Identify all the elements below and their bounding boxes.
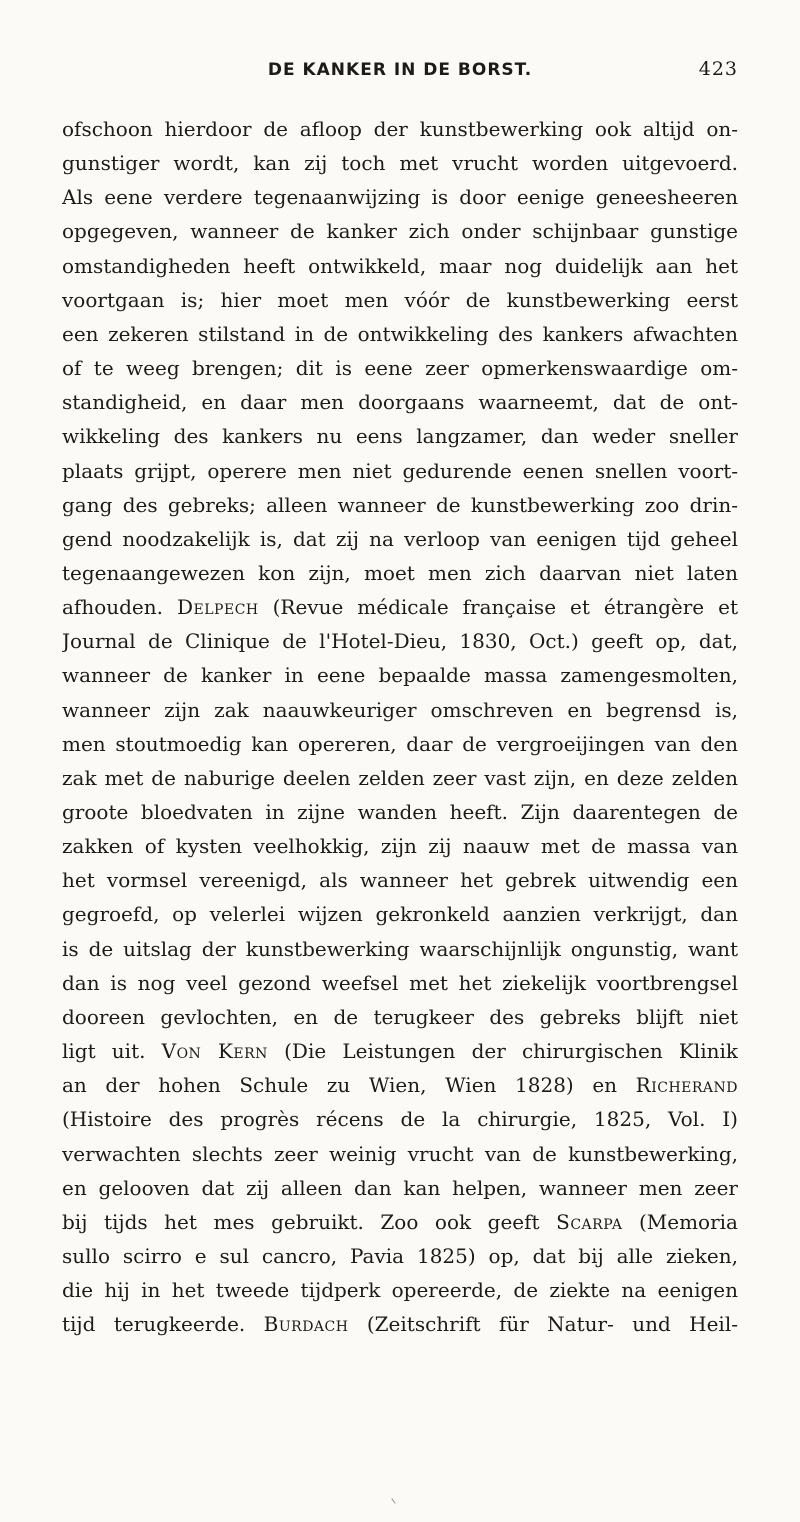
author-name: Richerand: [635, 1073, 738, 1098]
text-line: opgegeven, wanneer de kanker zich onder schijnbaar gunstige: [62, 219, 738, 244]
text-segment: an der hohen Schule zu Wien, Wien 1828) en: [62, 1073, 636, 1098]
text-line: gegroefd, op velerlei wijzen gekronkeld aanzien verkrijgt, dan: [62, 902, 738, 927]
text-line: voortgaan is; hier moet men vóór de kunstbewerking eerst: [62, 287, 738, 312]
text-line: Journal de Clinique de l'Hotel-Dieu, 1830, Oct.) geeft op, dat,: [62, 629, 738, 654]
author-name: Von Kern: [161, 1039, 268, 1064]
text-line: standigheid, en daar men doorgaans waarneemt, dat de ont-: [62, 390, 738, 415]
author-name: Delpech: [177, 595, 259, 620]
text-line: Als eene verdere tegenaanwijzing is door eenige geneesheeren: [62, 185, 738, 210]
text-line: of te weeg brengen; dit is eene zeer opmerkenswaardige om-: [62, 356, 738, 381]
text-segment: afhouden.: [62, 595, 177, 620]
text-line: gend noodzakelijk is, dat zij na verloop van eenigen tijd geheel: [62, 526, 738, 551]
text-line: gunstiger wordt, kan zij toch met vrucht worden uitgevoerd.: [62, 151, 738, 176]
author-name: Burdach: [263, 1312, 349, 1337]
text-segment: (Revue médicale française et étrangère et: [258, 595, 738, 620]
text-line: ofschoon hierdoor de afloop der kunstbewerking ook altijd on-: [62, 117, 738, 141]
text-line: [62, 591, 738, 623]
text-line: wikkeling des kankers nu eens langzamer, dan weder sneller: [62, 424, 738, 449]
text-line: sullo scirro e sul cancro, Pavia 1825) op, dat bij alle zieken,: [62, 1243, 738, 1268]
text-line: dooreen gevlochten, en de terugkeer des gebreks blijft niet: [62, 1004, 738, 1029]
text-segment: (Zeitschrift für Natur- und Heil-: [348, 1312, 738, 1337]
text-line: verwachten slechts zeer weinig vrucht van de kunstbewerking,: [62, 1141, 738, 1166]
text-line: plaats grijpt, operere men niet gedurende eenen snellen voort-: [62, 458, 738, 483]
text-line: zak met de naburige deelen zelden zeer vast zijn, en deze zelden: [62, 765, 738, 790]
running-title: DE KANKER IN DE BORST.: [267, 60, 533, 80]
text-line: men stoutmoedig kan opereren, daar de vergroeijingen van den: [62, 731, 738, 756]
text-line: die hij in het tweede tijdperk opereerde, de ziekte na eenigen: [62, 1278, 738, 1303]
text-line: wanneer zijn zak naauwkeuriger omschreven en begrensd is,: [62, 697, 738, 722]
text-line: (Histoire des progrès récens de la chirurgie, 1825, Vol. I): [62, 1107, 738, 1132]
text-line: gang des gebreks; alleen wanneer de kunstbewerking zoo drin-: [62, 492, 738, 517]
text-line: [62, 1308, 738, 1340]
text-line: en gelooven dat zij alleen dan kan helpen, wanneer men zeer: [62, 1175, 738, 1200]
text-segment: (Die Leistungen der chirurgischen Klinik: [267, 1039, 738, 1064]
text-line: zakken of kysten veelhokkig, zijn zij naauw met de massa van: [62, 834, 738, 859]
text-segment: tijd terugkeerde.: [62, 1312, 264, 1337]
text-line: [62, 1035, 738, 1067]
text-line: groote bloedvaten in zijne wanden heeft. Zijn daarentegen de: [62, 800, 738, 824]
text-segment: ligt uit.: [62, 1039, 162, 1064]
text-line: een zekeren stilstand in de ontwikkeling des kankers afwachten: [62, 321, 738, 346]
text-segment: bij tijds het mes gebruikt. Zoo ook geeft: [62, 1209, 557, 1234]
text-line: omstandigheden heeft ontwikkeld, maar nog duidelijk aan het: [62, 253, 738, 278]
text-line: [62, 1069, 738, 1101]
page-number: 423: [698, 58, 738, 80]
text-segment: (Memoria: [622, 1209, 738, 1234]
text-line: [62, 1206, 738, 1238]
text-line: wanneer de kanker in eene bepaalde massa zamengesmolten,: [62, 663, 738, 688]
author-name: Scarpa: [556, 1209, 623, 1234]
text-line: het vormsel vereenigd, als wanneer het gebrek uitwendig een: [62, 868, 738, 893]
text-line: is de uitslag der kunstbewerking waarschijnlijk ongunstig, want: [62, 936, 738, 961]
text-line: tegenaangewezen kon zijn, moet men zich daarvan niet laten: [62, 560, 738, 585]
text-line: dan is nog veel gezond weefsel met het ziekelijk voortbrengsel: [62, 970, 738, 995]
